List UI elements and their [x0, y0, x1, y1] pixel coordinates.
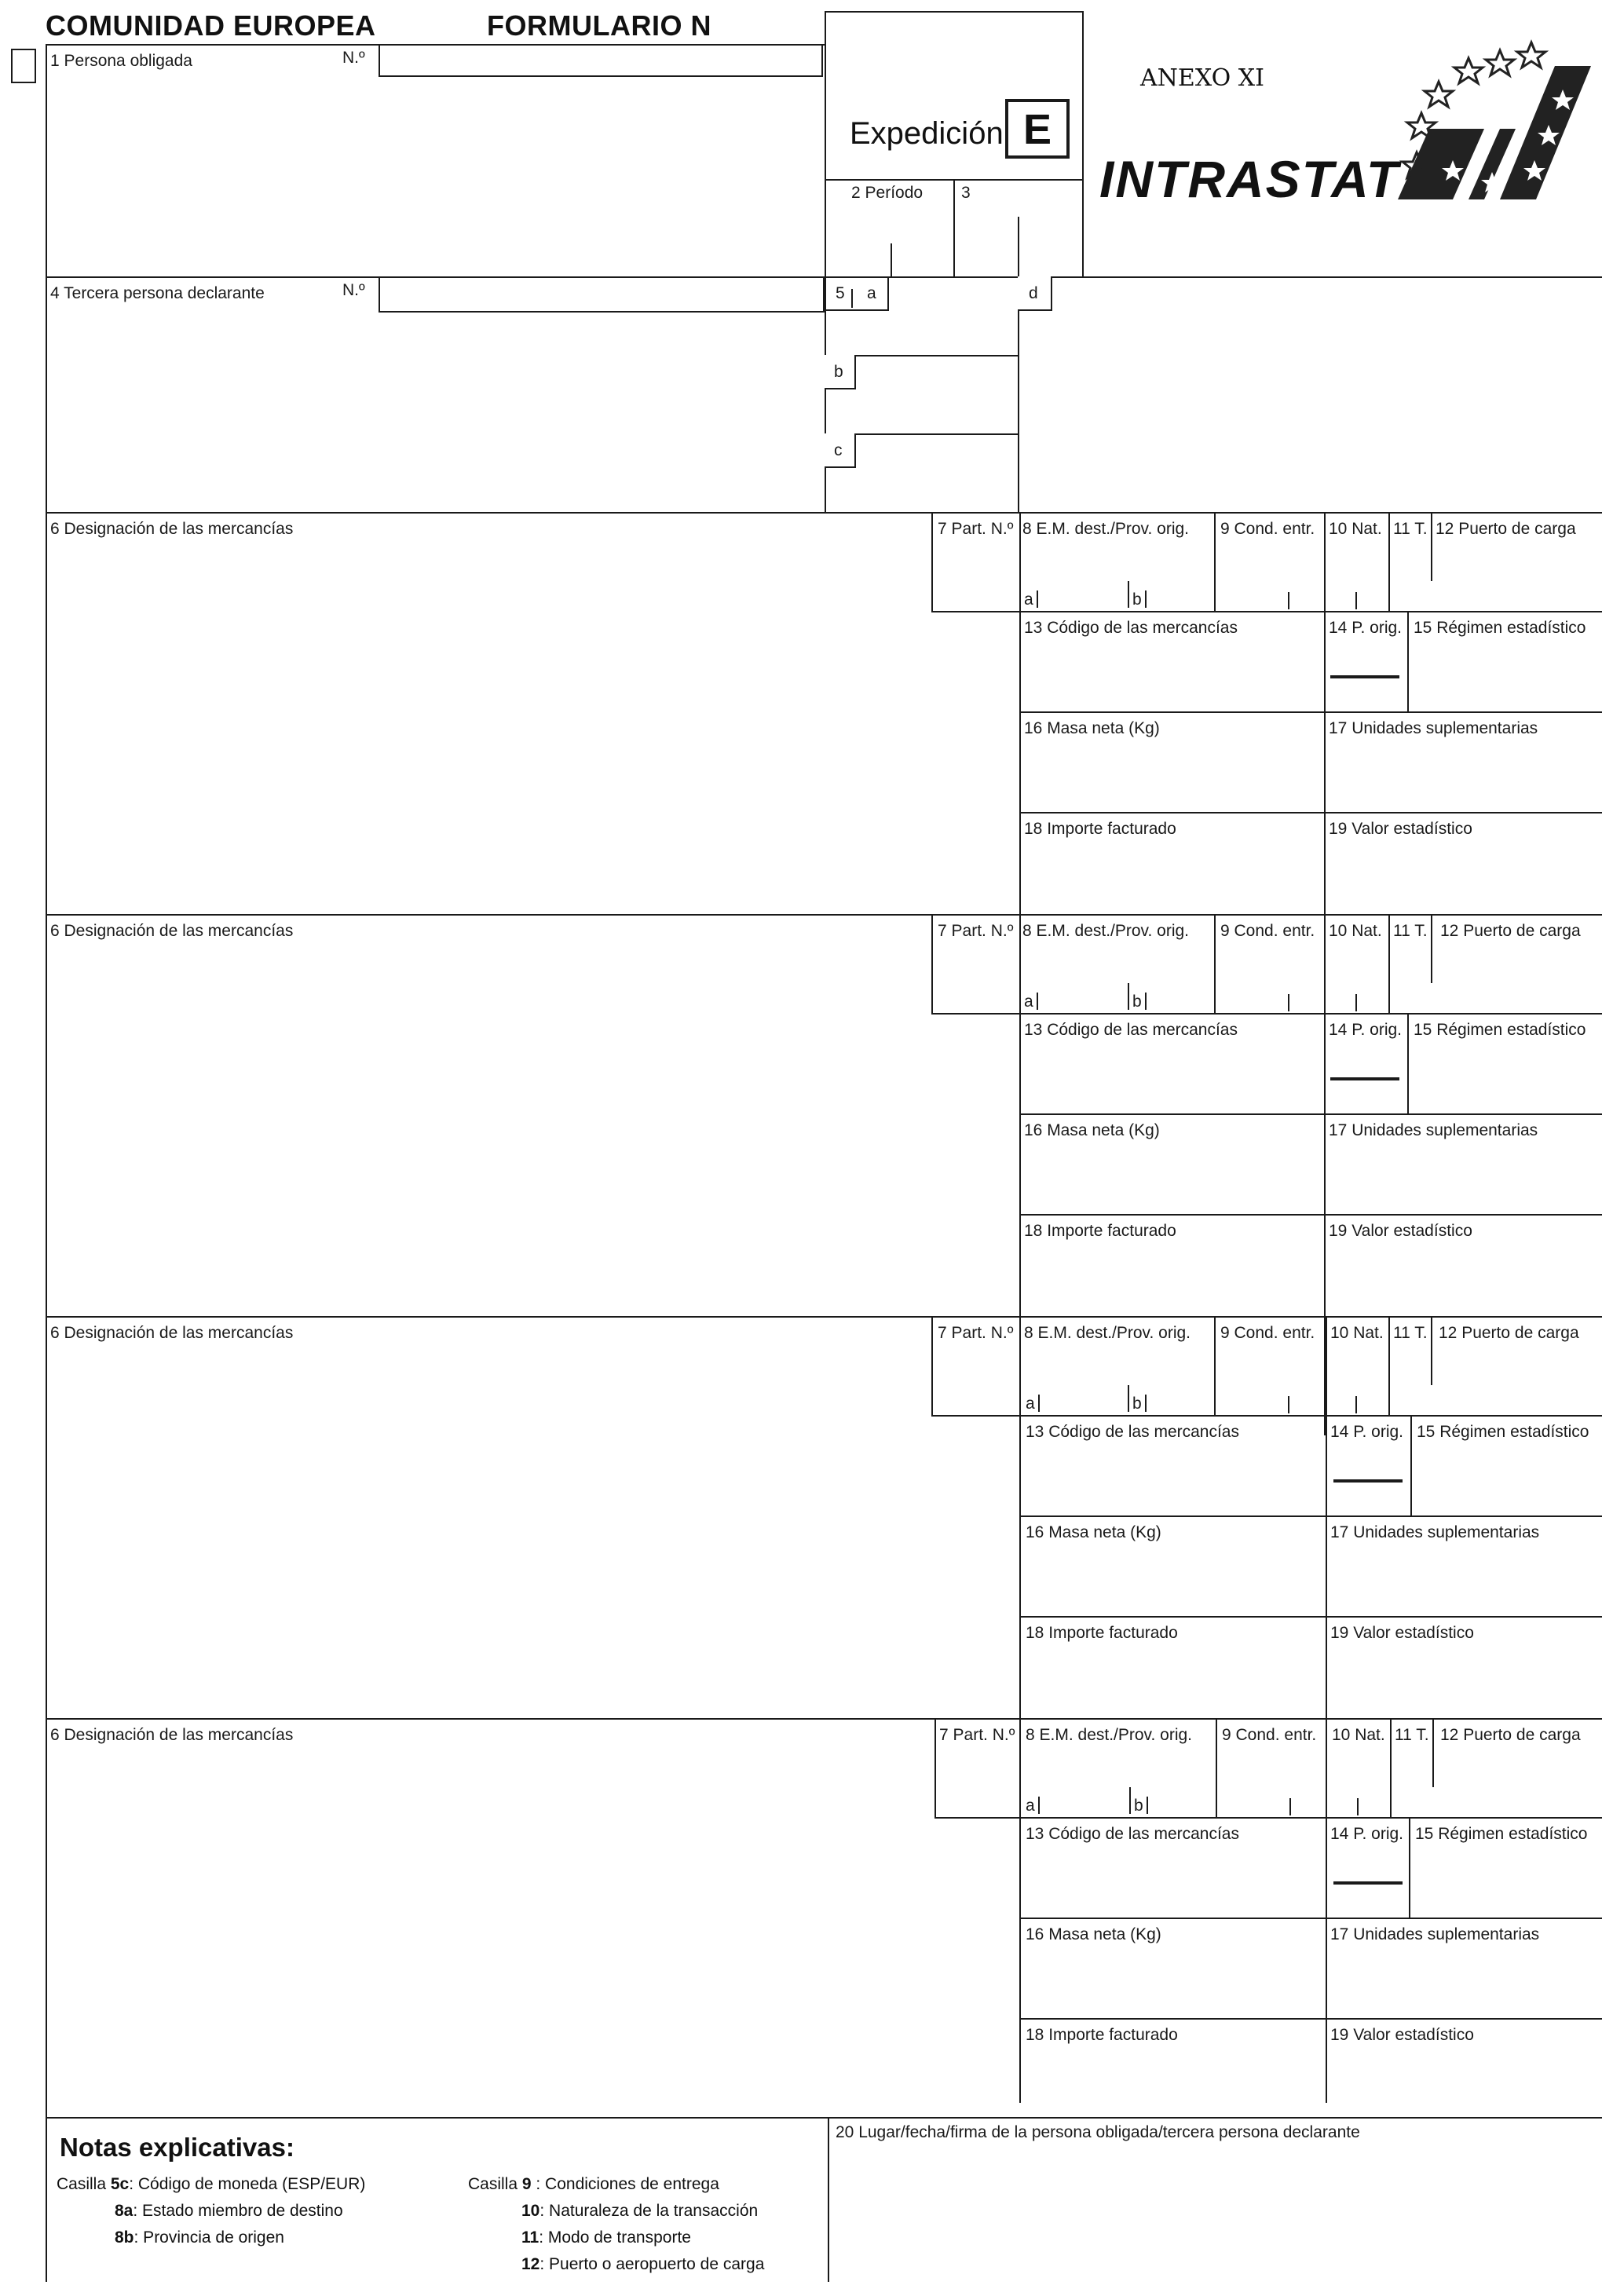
item2-b19-label: 19 Valor estadístico — [1329, 1222, 1472, 1240]
item1-b8-label: 8 E.M. dest./Prov. orig. — [1022, 520, 1190, 538]
item4-b15-label: 15 Régimen estadístico — [1415, 1825, 1588, 1843]
signature-area[interactable] — [832, 2148, 1594, 2274]
item2-b14-underline — [1330, 1077, 1399, 1080]
note-5c: Casilla 5c: Código de moneda (ESP/EUR) — [57, 2175, 366, 2193]
notes-title: Notas explicativas: — [60, 2133, 294, 2162]
item2-b12-label: 12 Puerto de carga — [1440, 922, 1581, 940]
item3-b16-label: 16 Masa neta (Kg) — [1026, 1523, 1161, 1541]
item4-b9-label: 9 Cond. entr. — [1222, 1726, 1317, 1744]
footer-top-rule — [46, 2117, 1602, 2119]
item3-b17-label: 17 Unidades suplementarias — [1330, 1523, 1540, 1541]
intrastat-logo-text: INTRASTAT — [1099, 150, 1400, 208]
item1-b13-label: 13 Código de las mercancías — [1024, 619, 1238, 637]
item2-b16-label: 16 Masa neta (Kg) — [1024, 1121, 1160, 1139]
box4-number-field[interactable] — [379, 276, 825, 313]
item1-b17-label: 17 Unidades suplementarias — [1329, 719, 1538, 737]
item4-b14-label: 14 P. orig. — [1330, 1825, 1404, 1843]
item1-b11-label: 11 T. — [1393, 520, 1428, 538]
note-10: 10: Naturaleza de la transacción — [521, 2202, 759, 2220]
marker-box — [11, 49, 36, 83]
item4-b8b-label: b — [1134, 1797, 1143, 1815]
item1-top-rule — [46, 512, 1602, 514]
item4-b11-label: 11 T. — [1395, 1726, 1429, 1744]
item3-b12-label: 12 Puerto de carga — [1439, 1324, 1579, 1342]
item2-b13-label: 13 Código de las mercancías — [1024, 1021, 1238, 1039]
form-title: FORMULARIO N — [487, 9, 711, 42]
item3-b14-underline — [1333, 1479, 1403, 1483]
item3-top-rule — [46, 1316, 1602, 1318]
item1-b8a-label: a — [1024, 590, 1033, 609]
item4-b8a-label: a — [1026, 1797, 1035, 1815]
item2-b8b-label: b — [1132, 993, 1142, 1011]
item1-b18-label: 18 Importe facturado — [1024, 820, 1176, 838]
item2-b7-label: 7 Part. N.º — [938, 922, 1014, 940]
item2-top-rule — [46, 914, 1602, 916]
box3-label: 3 — [961, 184, 971, 202]
item4-b6-label: 6 Designación de las mercancías — [50, 1726, 294, 1744]
item2-b9-label: 9 Cond. entr. — [1220, 922, 1315, 940]
item4-b16-label: 16 Masa neta (Kg) — [1026, 1925, 1161, 1943]
intrastat-logo-icon — [1366, 35, 1594, 199]
item3-b9-label: 9 Cond. entr. — [1220, 1324, 1315, 1342]
item3-b18-label: 18 Importe facturado — [1026, 1624, 1178, 1642]
item1-b19-label: 19 Valor estadístico — [1329, 820, 1472, 838]
item2-b10-label: 10 Nat. — [1329, 922, 1382, 940]
item2-b6-label: 6 Designación de las mercancías — [50, 922, 294, 940]
item4-b7-label: 7 Part. N.º — [939, 1726, 1015, 1744]
item1-b14-underline — [1330, 675, 1399, 678]
item3-b6-label: 6 Designación de las mercancías — [50, 1324, 294, 1342]
item1-b9-label: 9 Cond. entr. — [1220, 520, 1315, 538]
item2-b15-label: 15 Régimen estadístico — [1414, 1021, 1586, 1039]
item4-b13-label: 13 Código de las mercancías — [1026, 1825, 1239, 1843]
box5-a-label: a — [867, 284, 876, 302]
item4-b18-label: 18 Importe facturado — [1026, 2026, 1178, 2044]
box5-label: 5 — [836, 284, 845, 302]
item4-b8-label: 8 E.M. dest./Prov. orig. — [1026, 1726, 1193, 1744]
note-11: 11: Modo de transporte — [521, 2228, 691, 2247]
item3-b15-label: 15 Régimen estadístico — [1417, 1423, 1589, 1441]
note-9: Casilla 9 : Condiciones de entrega — [468, 2175, 719, 2193]
annex-label: ANEXO XI — [1140, 64, 1264, 92]
box1-label: 1 Persona obligada — [50, 52, 192, 70]
box2-label: 2 Período — [851, 184, 924, 202]
item1-b10-label: 10 Nat. — [1329, 520, 1382, 538]
item4-b19-label: 19 Valor estadístico — [1330, 2026, 1474, 2044]
box4-no-label: N.º — [342, 281, 365, 299]
box5-d-label: d — [1029, 284, 1038, 302]
item2-b18-label: 18 Importe facturado — [1024, 1222, 1176, 1240]
item2-b8-label: 8 E.M. dest./Prov. orig. — [1022, 922, 1190, 940]
item4-b12-label: 12 Puerto de carga — [1440, 1726, 1581, 1744]
item4-b10-label: 10 Nat. — [1332, 1726, 1385, 1744]
item3-b14-label: 14 P. orig. — [1330, 1423, 1404, 1441]
item3-b19-label: 19 Valor estadístico — [1330, 1624, 1474, 1642]
item3-b8-label: 8 E.M. dest./Prov. orig. — [1024, 1324, 1191, 1342]
item1-b7-label: 7 Part. N.º — [938, 520, 1014, 538]
box20-label: 20 Lugar/fecha/firma de la persona obligada/tercera persona declarante — [836, 2123, 1360, 2141]
item3-b8a-label: a — [1026, 1395, 1035, 1413]
item2-b14-label: 14 P. orig. — [1329, 1021, 1403, 1039]
item3-b13-label: 13 Código de las mercancías — [1026, 1423, 1239, 1441]
flow-label: Expedición — [850, 116, 1004, 151]
item4-top-rule — [46, 1718, 1602, 1720]
item1-b12-label: 12 Puerto de carga — [1436, 520, 1576, 538]
item3-b11-label: 11 T. — [1393, 1324, 1428, 1342]
item4-b17-label: 17 Unidades suplementarias — [1330, 1925, 1540, 1943]
item1-b15-label: 15 Régimen estadístico — [1414, 619, 1586, 637]
box5-b-label: b — [834, 363, 843, 381]
item3-b10-label: 10 Nat. — [1330, 1324, 1384, 1342]
box1-number-field[interactable] — [379, 44, 823, 77]
item1-b8b-label: b — [1132, 590, 1142, 609]
note-12: 12: Puerto o aeropuerto de carga — [521, 2255, 765, 2273]
item1-b6-label: 6 Designación de las mercancías — [50, 520, 294, 538]
header-community: COMUNIDAD EUROPEA — [46, 9, 376, 42]
flow-code-box: E — [1005, 99, 1070, 159]
box1-no-label: N.º — [342, 49, 365, 67]
note-8b: 8b: Provincia de origen — [115, 2228, 284, 2247]
item2-b17-label: 17 Unidades suplementarias — [1329, 1121, 1538, 1139]
box4-label: 4 Tercera persona declarante — [50, 284, 265, 302]
item2-b11-label: 11 T. — [1393, 922, 1428, 940]
box5-c-label: c — [834, 441, 843, 459]
item2-b8a-label: a — [1024, 993, 1033, 1011]
item3-b7-label: 7 Part. N.º — [938, 1324, 1014, 1342]
note-8a: 8a: Estado miembro de destino — [115, 2202, 343, 2220]
item4-b14-underline — [1333, 1881, 1403, 1885]
item3-b8b-label: b — [1132, 1395, 1142, 1413]
item1-b14-label: 14 P. orig. — [1329, 619, 1403, 637]
item1-b16-label: 16 Masa neta (Kg) — [1024, 719, 1160, 737]
